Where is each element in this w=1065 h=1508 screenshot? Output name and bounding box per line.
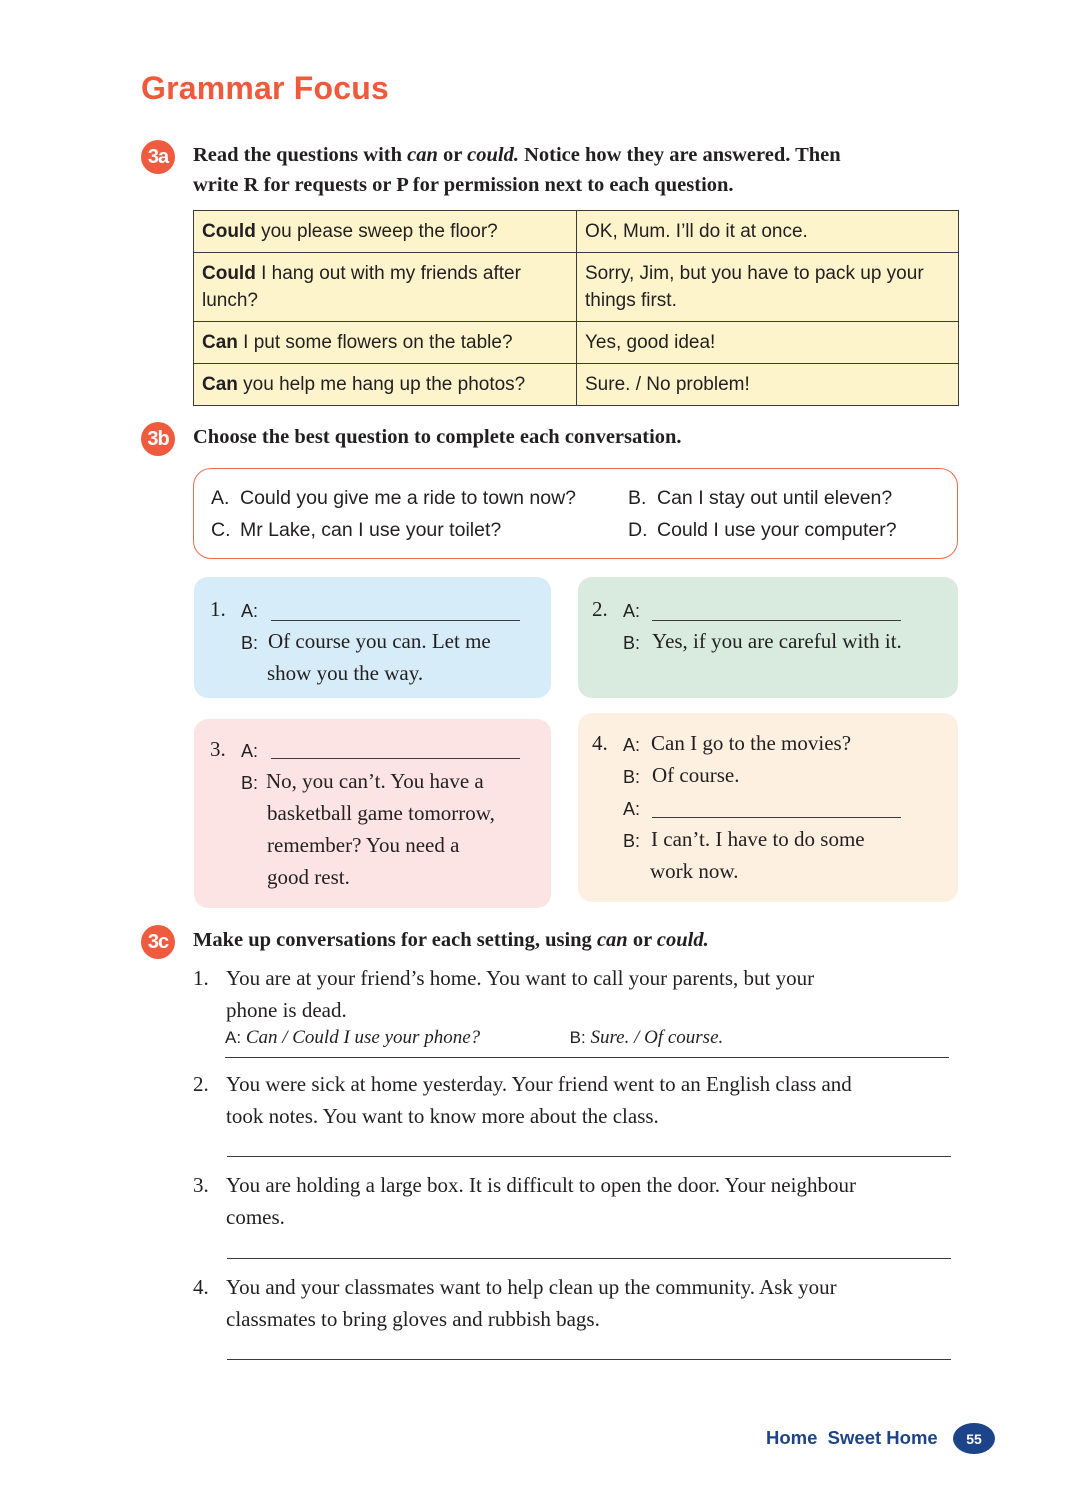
setting-number: 2. — [193, 1072, 209, 1096]
speaker-a-label: A: — [225, 1028, 242, 1047]
reply-text: remember? You need a — [267, 833, 460, 857]
modal-verb: Can — [202, 374, 238, 395]
answer-blank[interactable] — [652, 817, 901, 818]
instruction-text: Notice how they are answered. Then — [518, 144, 841, 166]
setting-number: 3. — [193, 1173, 209, 1197]
dialog-card-4 — [578, 713, 958, 902]
modal-verb: Could — [202, 263, 256, 284]
question-cell — [194, 253, 577, 322]
reply-text: Yes, if you are careful with it. — [652, 629, 902, 653]
table-row — [194, 322, 959, 364]
setting-line: You were sick at home yesterday. Your friend went to an English class and — [226, 1072, 852, 1096]
keyword-can: can — [407, 144, 438, 166]
answer-cell: Yes, good idea! — [577, 322, 959, 364]
exercise-badge-3b: 3b — [141, 422, 175, 456]
table-row — [194, 364, 959, 406]
question-cell — [194, 322, 577, 364]
speaker-a-label: A: — [241, 601, 259, 621]
card-number: 4. — [592, 731, 608, 755]
grammar-table — [193, 210, 959, 406]
setting-number: 1. — [193, 966, 209, 990]
option-text: Can I stay out until eleven? — [657, 487, 893, 509]
modal-verb: Can — [202, 332, 238, 353]
card-number: 3. — [210, 737, 226, 761]
dialog-card-1 — [194, 577, 551, 698]
page-number: 55 — [953, 1423, 995, 1454]
example-a-text: Can / Could I use your phone? — [245, 1027, 481, 1048]
answer-line-3[interactable] — [227, 1258, 951, 1259]
instruction-text: or — [627, 929, 657, 951]
setting-line: comes. — [226, 1205, 285, 1229]
speaker-b-label: B: — [623, 767, 641, 787]
card-number: 1. — [210, 597, 226, 621]
table-row — [194, 253, 959, 322]
answer-line-2[interactable] — [227, 1156, 951, 1157]
dialog-card-2 — [578, 577, 958, 698]
answer-cell: OK, Mum. I’ll do it at once. — [577, 211, 959, 253]
setting-line: classmates to bring gloves and rubbish bags. — [226, 1307, 600, 1331]
question-text: I put some flowers on the table? — [237, 332, 513, 353]
setting-line: You are holding a large box. It is difficult to open the door. Your neighbour — [226, 1173, 856, 1197]
dialog-card-3 — [194, 719, 551, 908]
exercise-badge-3a: 3a — [141, 140, 175, 174]
unit-title: Home Sweet Home — [766, 1427, 938, 1448]
reply-text: Of course. — [652, 763, 740, 787]
keyword-can: can — [596, 929, 628, 951]
reply-text: No, you can’t. You have a — [266, 769, 484, 793]
keyword-could: could. — [467, 144, 519, 166]
option-text: Could you give me a ride to town now? — [240, 487, 577, 509]
option-letter: C. — [211, 519, 231, 541]
table-row — [194, 211, 959, 253]
instruction-text: or — [437, 144, 468, 166]
keyword-could: could. — [656, 929, 709, 951]
setting-text — [226, 962, 966, 1026]
setting-line: phone is dead. — [226, 998, 347, 1022]
setting-text — [226, 1169, 966, 1233]
option-a — [211, 485, 576, 511]
setting-line: took notes. You want to know more about the class. — [226, 1104, 659, 1128]
answer-line-4[interactable] — [227, 1359, 951, 1360]
setting-line: You are at your friend’s home. You want to call your parents, but your — [226, 966, 815, 990]
instruction-text: Read the questions with — [193, 144, 408, 166]
setting-text — [226, 1068, 966, 1132]
answer-line-1[interactable] — [225, 1057, 949, 1058]
answer-blank[interactable] — [271, 758, 520, 759]
option-text: Could I use your computer? — [657, 519, 897, 541]
speaker-b-label: B: — [569, 1028, 586, 1047]
speaker-a-label: A: — [623, 735, 641, 755]
setting-line: You and your classmates want to help clean up the community. Ask your — [226, 1275, 837, 1299]
question-cell — [194, 211, 577, 253]
example-answer — [225, 1027, 925, 1049]
question-cell — [194, 364, 577, 406]
answer-blank[interactable] — [271, 620, 520, 621]
option-d — [628, 517, 897, 543]
question-text: you please sweep the floor? — [255, 221, 498, 242]
example-b-text: Sure. / Of course. — [590, 1027, 724, 1048]
answer-cell: Sure. / No problem! — [577, 364, 959, 406]
reply-text: show you the way. — [267, 661, 424, 685]
instruction-3c — [193, 925, 709, 955]
speaker-b-label: B: — [241, 633, 259, 653]
option-c — [211, 517, 501, 543]
option-letter: B. — [628, 487, 647, 509]
option-letter: D. — [628, 519, 648, 541]
answer-blank[interactable] — [652, 620, 901, 621]
reply-text: I can’t. I have to do some — [651, 827, 865, 851]
question-text: you help me hang up the photos? — [237, 374, 526, 395]
reply-text: work now. — [650, 859, 739, 883]
setting-text — [226, 1271, 966, 1335]
reply-text: basketball game tomorrow, — [267, 801, 495, 825]
reply-text: Of course you can. Let me — [268, 629, 491, 653]
card-number: 2. — [592, 597, 608, 621]
modal-verb: Could — [202, 221, 256, 242]
answer-cell: Sorry, Jim, but you have to pack up your things first. — [577, 253, 959, 322]
options-box — [193, 468, 958, 559]
instruction-3b: Choose the best question to complete each conversation. — [193, 426, 682, 448]
instruction-text: write R for requests or P for permission next to each question. — [193, 174, 734, 196]
speaker-b-label: B: — [623, 633, 641, 653]
option-letter: A. — [211, 487, 230, 509]
exercise-badge-3c: 3c — [141, 925, 175, 959]
instruction-3a — [193, 140, 973, 200]
question-text: I hang out with my friends after lunch? — [202, 263, 521, 311]
speaker-a-label: A: — [623, 799, 641, 819]
instruction-text: Make up conversations for each setting, using — [193, 929, 597, 951]
page-title: Grammar Focus — [141, 70, 390, 106]
speaker-b-label: B: — [241, 773, 259, 793]
speaker-b-label: B: — [623, 831, 641, 851]
speaker-a-label: A: — [241, 741, 259, 761]
setting-number: 4. — [193, 1275, 209, 1299]
question-text: Can I go to the movies? — [651, 731, 852, 755]
option-b — [628, 485, 892, 511]
option-text: Mr Lake, can I use your toilet? — [240, 519, 502, 541]
reply-text: good rest. — [267, 865, 350, 889]
speaker-a-label: A: — [623, 601, 641, 621]
